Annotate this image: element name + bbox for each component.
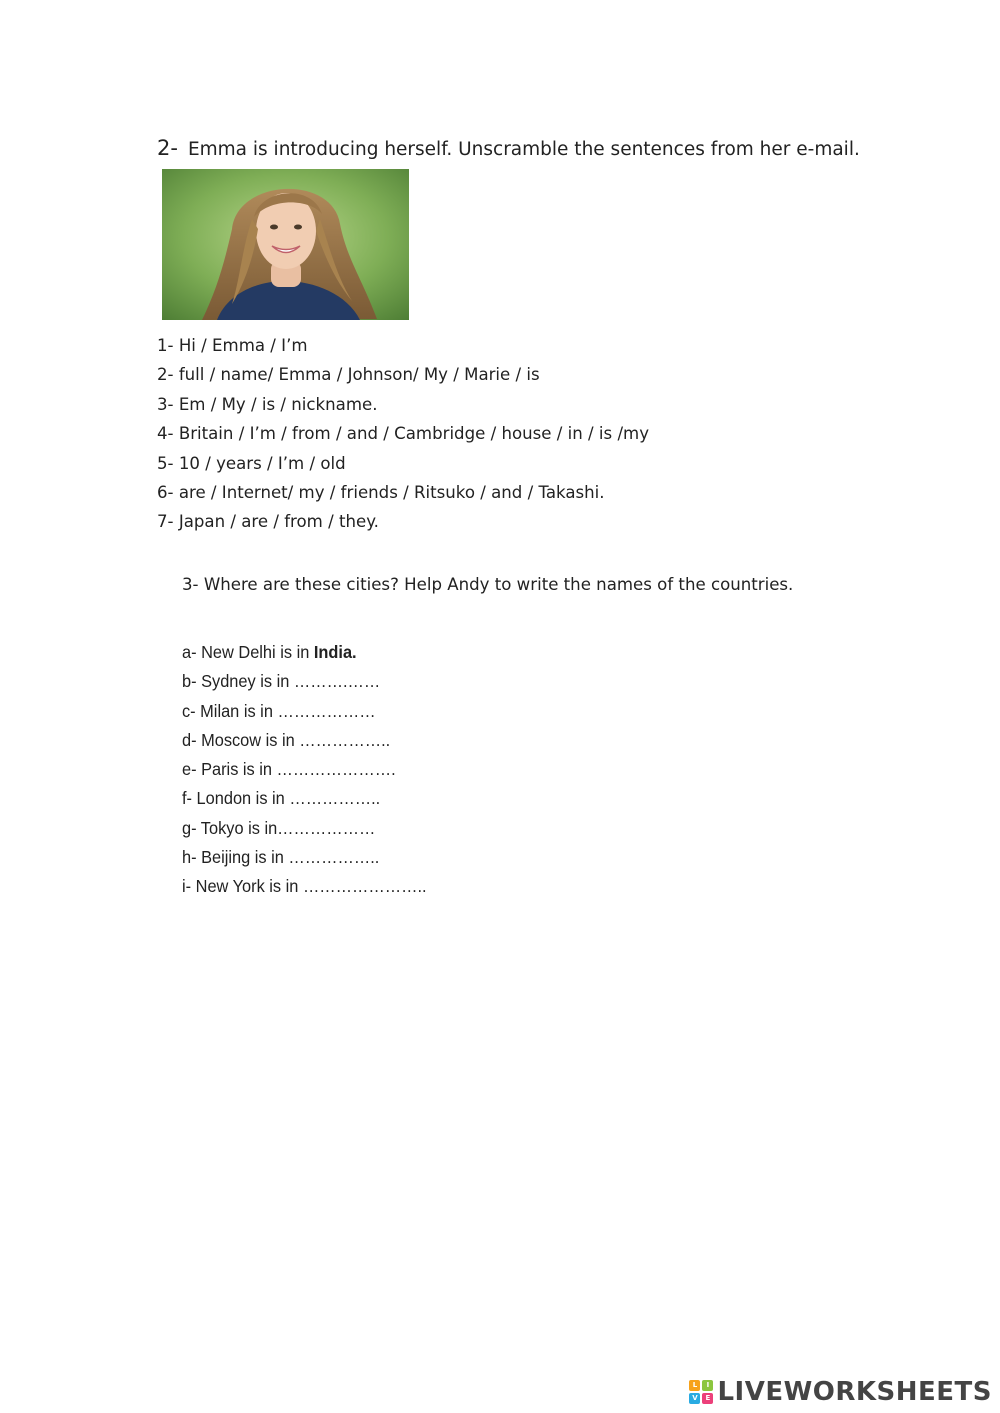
list-item: 1- Hi / Emma / I’m [157,336,308,355]
exercise-2-number: 2- [157,136,178,160]
example-answer: India. [313,642,357,662]
logo-icon [689,1380,713,1404]
exercise-2-instruction: Emma is introducing herself. Unscramble the sentences from her e-mail. [187,139,860,160]
exercise-3-instruction: 3- Where are these cities? Help Andy to write the names of the countries. [182,575,794,594]
list-item: 7- Japan / are / from / they. [157,512,379,532]
emma-photo [162,169,409,320]
list-item[interactable]: d- Moscow is in …………….. [182,729,391,750]
logo-tile: I [702,1380,713,1391]
list-item: 5- 10 / years / I’m / old [157,453,346,473]
list-item: 6- are / Internet/ my / friends / Ritsuko / and / Takashi. [157,482,605,502]
exercise-2-heading [157,136,860,160]
list-item[interactable]: e- Paris is in …………………. [182,759,396,780]
logo-text: LIVEWORKSHEETS [717,1377,992,1407]
list-item[interactable]: b- Sydney is in ……….…… [182,671,381,692]
list-item[interactable]: g- Tokyo is in……………… [182,817,376,838]
example-prefix: a- New Delhi is in [182,642,314,662]
list-item: 3- Em / My / is / nickname. [157,394,378,414]
list-item[interactable]: h- Beijing is in …………….. [182,847,380,868]
exercise-3-list [182,638,427,902]
logo-tile: E [702,1393,713,1404]
liveworksheets-logo [689,1377,992,1407]
logo-tile: L [689,1380,700,1391]
logo-tile: V [689,1393,700,1404]
example-item [182,638,427,667]
list-item[interactable]: c- Milan is in ……………… [182,700,376,721]
list-item: 4- Britain / I’m / from / and / Cambridge / house / in / is /my [157,424,650,444]
list-item[interactable]: f- London is in …………….. [182,788,381,809]
list-item: 2- full / name/ Emma / Johnson/ My / Marie / is [157,365,540,385]
list-item[interactable]: i- New York is in ………………….. [182,876,427,897]
exercise-2-list [157,331,649,537]
